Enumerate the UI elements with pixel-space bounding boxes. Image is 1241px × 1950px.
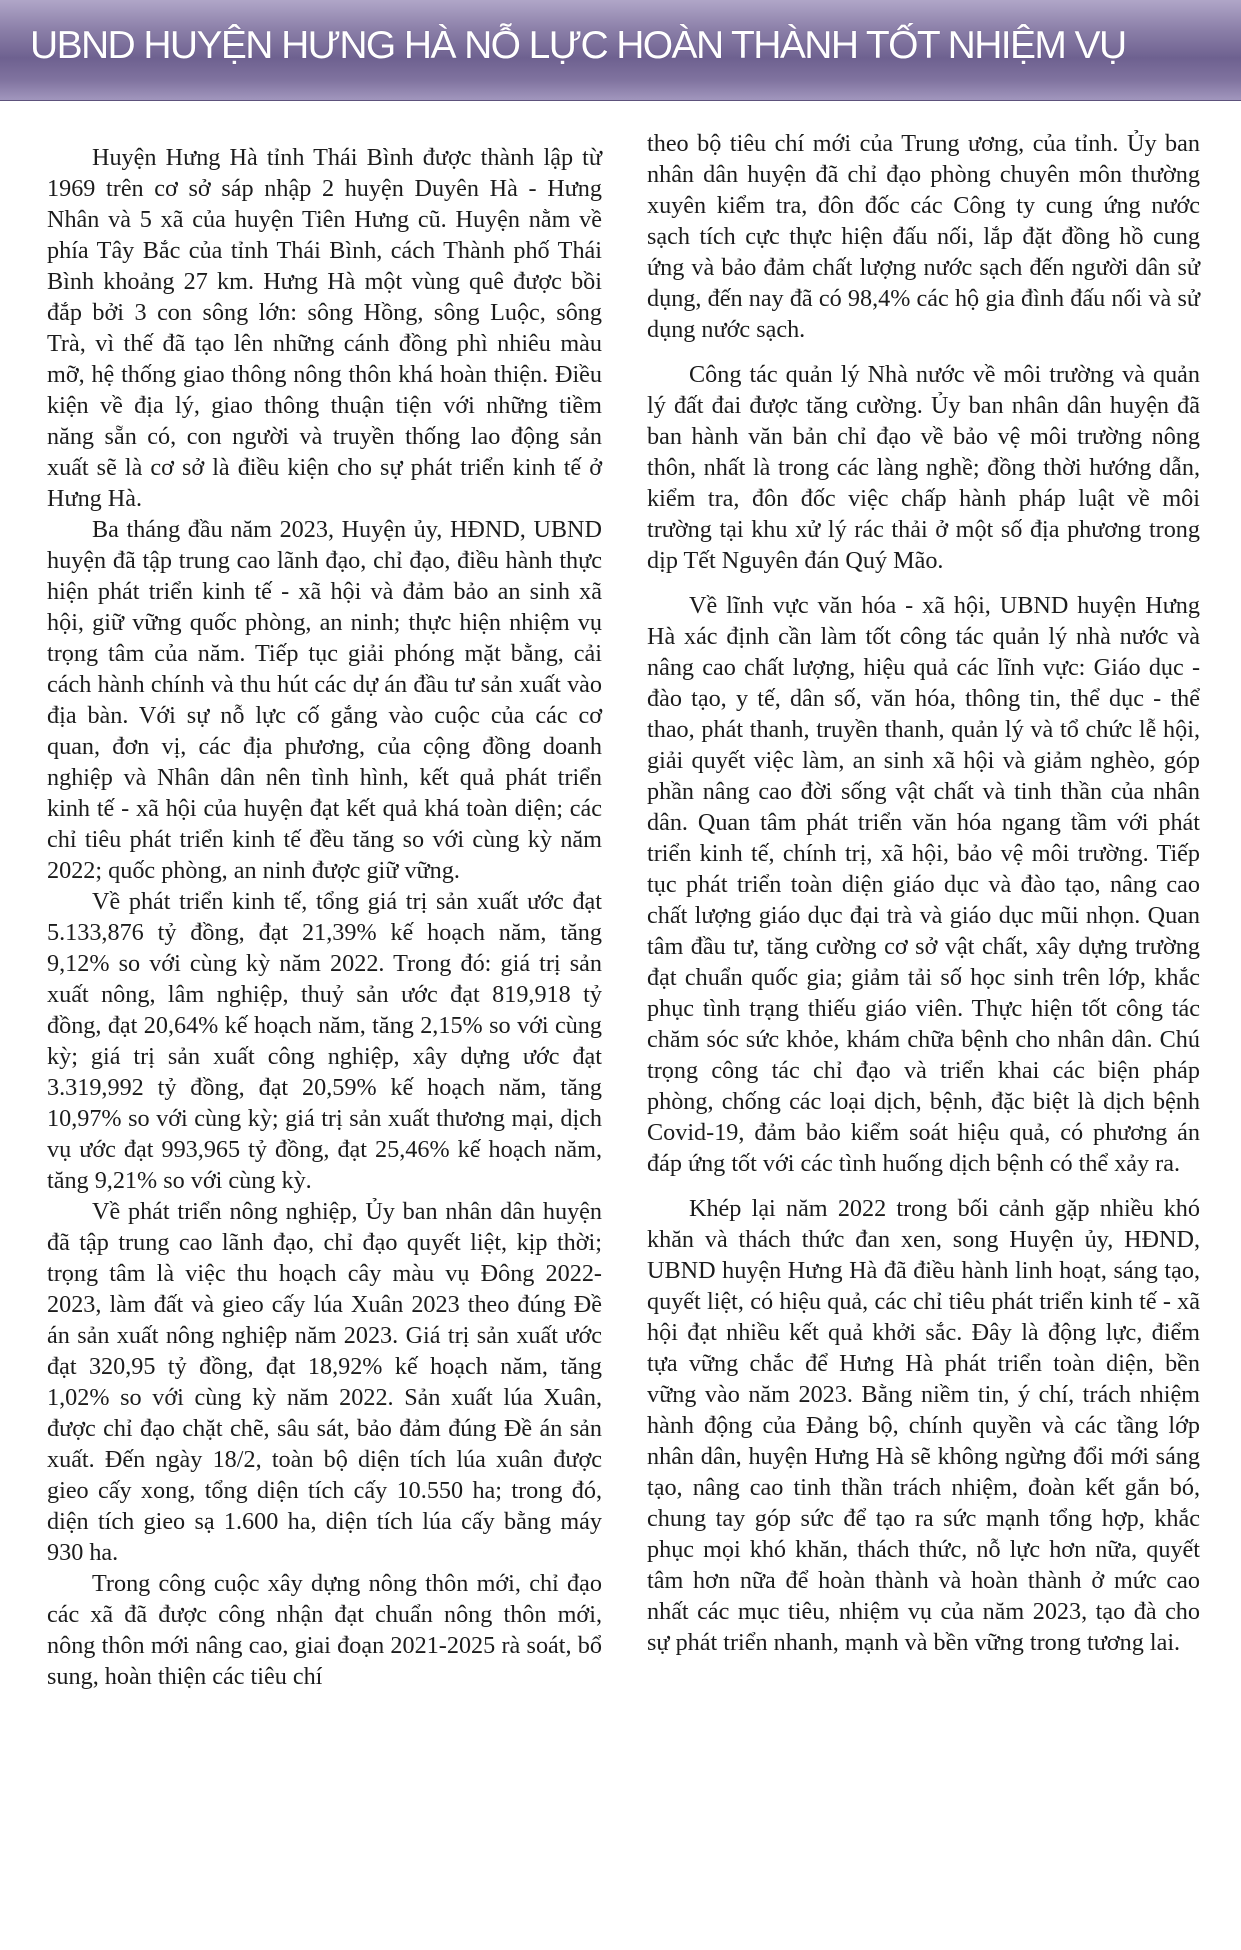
article-paragraph: Khép lại năm 2022 trong bối cảnh gặp nhiều khó khăn và thách thức đan xen, song Huyện ủy, HĐND, UBND huyện Hưng Hà đã điều hành linh hoạt, sáng tạo, quyết liệt, có hiệu quả, các chỉ tiêu phát triển kinh tế - xã hội đạt nhiều kết quả khởi sắc. Đây là động lực, điểm tựa vững chắc để Hưng Hà phát triển toàn diện, bền vững vào năm 2023. Bằng niềm tin, ý chí, trách nhiệm hành động của Đảng bộ, chính quyền và các tầng lớp nhân dân, huyện Hưng Hà sẽ không ngừng đổi mới sáng tạo, nâng cao tinh thần trách nhiệm, đoàn kết gắn bó, chung tay góp sức để tạo ra sức mạnh tổng hợp, khắc phục mọi khó khăn, thách thức, nỗ lực hơn nữa, quyết tâm hơn nữa để hoàn thành và hoàn thành ở mức cao nhất các mục tiêu, nhiệm vụ của năm 2023, tạo đà cho sự phát triển nhanh, mạnh và bền vững trong tương lai. (647, 1195, 1200, 1656)
article-paragraph: Về phát triển kinh tế, tổng giá trị sản xuất ước đạt 5.133,876 tỷ đồng, đạt 21,39% kế hoạch năm, tăng 9,12% so với cùng kỳ năm 2022. Trong đó: giá trị sản xuất nông, lâm nghiệp, thuỷ sản ước đạt 819,918 tỷ đồng, đạt 20,64% kế hoạch năm, tăng 2,15% so với cùng kỳ; giá trị sản xuất công nghiệp, xây dựng ước đạt 3.319,992 tỷ đồng, đạt 20,59% kế hoạch năm, tăng 10,97% so với cùng kỳ; giá trị sản xuất thương mại, dịch vụ ước đạt 993,965 tỷ đồng, đạt 25,46% kế hoạch năm, tăng 9,21% so với cùng kỳ. (47, 888, 602, 1194)
article-paragraph: Về lĩnh vực văn hóa - xã hội, UBND huyện Hưng Hà xác định cần làm tốt công tác quản lý nhà nước và nâng cao chất lượng, hiệu quả các lĩnh vực: Giáo dục - đào tạo, y tế, dân số, văn hóa, thông tin, thể dục - thể thao, phát thanh, truyền thanh, quản lý và tổ chức lễ hội, giải quyết việc làm, an sinh xã hội và giảm nghèo, góp phần nâng cao đời sống vật chất và tinh thần của nhân dân. Quan tâm phát triển văn hóa ngang tầm với phát triển kinh tế, chính trị, xã hội, bảo vệ môi trường. Tiếp tục phát triển toàn diện giáo dục và đào tạo, nâng cao chất lượng giáo dục đại trà và giáo dục mũi nhọn. Quan tâm đầu tư, tăng cường cơ sở vật chất, xây dựng trường đạt chuẩn quốc gia; giảm tải số học sinh trên lớp, khắc phục tình trạng thiếu giáo viên. Thực hiện tốt công tác chăm sóc sức khỏe, khám chữa bệnh cho nhân dân. Chú trọng công tác chỉ đạo và triển khai các biện pháp phòng, chống các loại dịch, bệnh, đặc biệt là dịch bệnh Covid-19, đảm bảo kiểm soát hiệu quả, có phương án đáp ứng tốt với các tình huống dịch bệnh có thể xảy ra. (647, 592, 1200, 1177)
header-banner (0, 0, 1241, 101)
article-column-right (647, 128, 1200, 1672)
page-title: UBND HUYỆN HƯNG HÀ NỖ LỰC HOÀN THÀNH TỐT NHIỆM VỤ (30, 24, 1126, 67)
article-paragraph: Trong công cuộc xây dựng nông thôn mới, chỉ đạo các xã đã được công nhận đạt chuẩn nông thôn mới, nông thôn mới nâng cao, giai đoạn 2021-2025 rà soát, bổ sung, hoàn thiện các tiêu chí (47, 1570, 602, 1690)
article-paragraph: Công tác quản lý Nhà nước về môi trường và quản lý đất đai được tăng cường. Ủy ban nhân dân huyện đã ban hành văn bản chỉ đạo về bảo vệ môi trường nông thôn, nhất là trong các làng nghề; đồng thời hướng dẫn, kiểm tra, đôn đốc việc chấp hành pháp luật về môi trường tại khu xử lý rác thải ở một số địa phương trong dịp Tết Nguyên đán Quý Mão. (647, 361, 1200, 574)
article-paragraph: Ba tháng đầu năm 2023, Huyện ủy, HĐND, UBND huyện đã tập trung cao lãnh đạo, chỉ đạo, điều hành thực hiện phát triển kinh tế - xã hội và đảm bảo an sinh xã hội, giữ vững quốc phòng, an ninh; thực hiện nhiệm vụ trọng tâm của năm. Tiếp tục giải phóng mặt bằng, cải cách hành chính và thu hút các dự án đầu tư sản xuất vào địa bàn. Với sự nỗ lực cố gắng vào cuộc của các cơ quan, đơn vị, các địa phương, của cộng đồng doanh nghiệp và Nhân dân nên tình hình, kết quả phát triển kinh tế - xã hội của huyện đạt kết quả khá toàn diện; các chỉ tiêu phát triển kinh tế đều tăng so với cùng kỳ năm 2022; quốc phòng, an ninh được giữ vững. (47, 516, 602, 884)
article-column-left (47, 142, 602, 1692)
article-paragraph: theo bộ tiêu chí mới của Trung ương, của tỉnh. Ủy ban nhân dân huyện đã chỉ đạo phòng chuyên môn thường xuyên kiểm tra, đôn đốc các Công ty cung ứng nước sạch tích cực thực hiện đấu nối, lắp đặt đồng hồ cung ứng và bảo đảm chất lượng nước sạch đến người dân sử dụng, đến nay đã có 98,4% các hộ gia đình đấu nối và sử dụng nước sạch. (647, 130, 1200, 343)
article-paragraph: Về phát triển nông nghiệp, Ủy ban nhân dân huyện đã tập trung cao lãnh đạo, chỉ đạo quyết liệt, kịp thời; trọng tâm là việc thu hoạch cây màu vụ Đông 2022-2023, làm đất và gieo cấy lúa Xuân 2023 theo đúng Đề án sản xuất nông nghiệp năm 2023. Giá trị sản xuất ước đạt 320,95 tỷ đồng, đạt 18,92% kế hoạch năm, tăng 1,02% so với cùng kỳ năm 2022. Sản xuất lúa Xuân, được chỉ đạo chặt chẽ, sâu sát, bảo đảm đúng Đề án sản xuất. Đến ngày 18/2, toàn bộ diện tích lúa xuân được gieo cấy xong, tổng diện tích cấy 10.550 ha; trong đó, diện tích gieo sạ 1.600 ha, diện tích lúa cấy bằng máy 930 ha. (47, 1198, 602, 1566)
article-paragraph: Huyện Hưng Hà tỉnh Thái Bình được thành lập từ 1969 trên cơ sở sáp nhập 2 huyện Duyên Hà - Hưng Nhân và 5 xã của huyện Tiên Hưng cũ. Huyện nằm về phía Tây Bắc của tỉnh Thái Bình, cách Thành phố Thái Bình khoảng 27 km. Hưng Hà một vùng quê được bồi đắp bởi 3 con sông lớn: sông Hồng, sông Luộc, sông Trà, vì thế đã tạo lên những cánh đồng phì nhiêu màu mỡ, hệ thống giao thông nông thôn khá hoàn thiện. Điều kiện về địa lý, giao thông thuận tiện với những tiềm năng sẵn có, con người và truyền thống lao động sản xuất sẽ là cơ sở là điều kiện cho sự phát triển kinh tế ở Hưng Hà. (47, 144, 602, 512)
